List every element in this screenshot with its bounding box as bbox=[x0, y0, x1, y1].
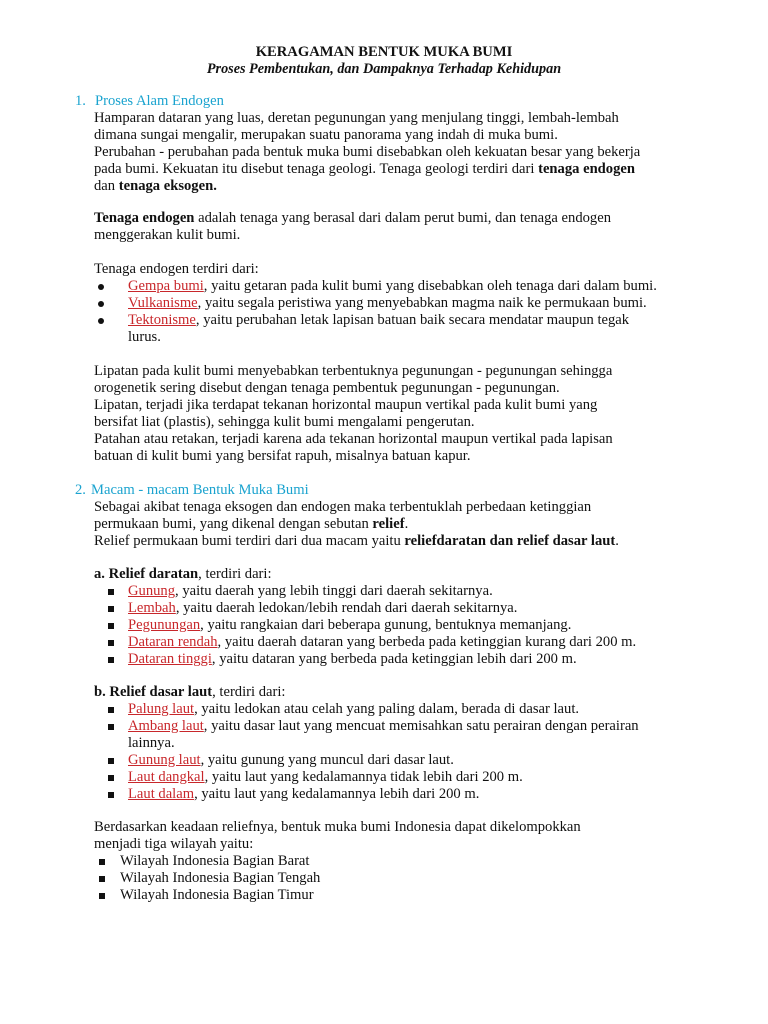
endogen-list-intro: Tenaga endogen terdiri dari: bbox=[94, 261, 259, 277]
text-line bbox=[94, 178, 694, 195]
term-description: , yaitu laut yang kedalamannya lebih dari 200 m. bbox=[194, 786, 480, 802]
term-link[interactable]: Vulkanisme bbox=[128, 295, 198, 311]
list-item bbox=[104, 583, 704, 600]
list-item bbox=[104, 634, 704, 651]
section-1-intro-paragraph bbox=[94, 110, 694, 195]
list-item bbox=[104, 701, 704, 718]
bullet-square-icon bbox=[99, 859, 105, 865]
term-link[interactable]: Ambang laut bbox=[128, 718, 204, 734]
text-line bbox=[94, 516, 694, 533]
bullet-square-icon bbox=[108, 589, 114, 595]
document-title: KERAGAMAN BENTUK MUKA BUMI bbox=[255, 44, 513, 60]
bullet-dot-icon bbox=[98, 284, 104, 290]
text-line: Sebagai akibat tenaga eksogen dan endogen maka terbentuklah perbedaan ketinggian bbox=[94, 499, 592, 515]
relief-daratan-list bbox=[104, 583, 704, 668]
list-item bbox=[94, 870, 694, 887]
term-description: , yaitu dataran yang berbeda pada ketinggian lebih dari 200 m. bbox=[211, 651, 577, 667]
relief-daratan-label bbox=[94, 566, 272, 583]
list-item bbox=[104, 769, 704, 786]
bullet-square-icon bbox=[108, 623, 114, 629]
text-line: Berdasarkan keadaan reliefnya, bentuk muka bumi Indonesia dapat dikelompokkan bbox=[94, 819, 581, 835]
term-link[interactable]: Lembah bbox=[128, 600, 176, 616]
term-description: , yaitu daerah ledokan/lebih rendah dari daerah sekitarnya. bbox=[175, 600, 518, 616]
term-description-continued: lainnya. bbox=[128, 735, 175, 751]
term-link[interactable]: Tektonisme bbox=[128, 312, 196, 328]
term-link[interactable]: Palung laut bbox=[128, 701, 195, 717]
bold-term: relief bbox=[372, 516, 405, 532]
section-1-title: Proses Alam Endogen bbox=[95, 93, 224, 109]
bullet-square-icon bbox=[108, 640, 114, 646]
text-span: permukaan bumi, yang dikenal dengan sebutan bbox=[94, 516, 373, 532]
text-line: dimana sungai mengalir, merupakan suatu panorama yang indah di muka bumi. bbox=[94, 127, 558, 143]
region-name: Wilayah Indonesia Bagian Tengah bbox=[120, 870, 321, 886]
text-span: dan bbox=[94, 178, 119, 194]
lipatan-patahan-paragraph bbox=[94, 363, 694, 465]
text-span: Relief permukaan bumi terdiri dari dua macam yaitu bbox=[94, 533, 405, 549]
text-line bbox=[94, 161, 694, 178]
list-item bbox=[104, 718, 704, 752]
text-line: Hamparan dataran yang luas, deretan pegunungan yang menjulang tinggi, lembah-lembah bbox=[94, 110, 619, 126]
term-link[interactable]: Pegunungan bbox=[128, 617, 201, 633]
bullet-square-icon bbox=[108, 724, 114, 730]
text-line: orogenetik sering disebut dengan tenaga pembentuk pegunungan - pegunungan. bbox=[94, 380, 560, 396]
text-line: menggerakan kulit bumi. bbox=[94, 227, 241, 243]
text-span: . bbox=[615, 533, 619, 549]
term-link[interactable]: Dataran rendah bbox=[128, 634, 218, 650]
section-1-heading bbox=[75, 93, 224, 110]
list-item bbox=[94, 312, 694, 346]
term-link[interactable]: Gunung laut bbox=[128, 752, 201, 768]
term-description: , yaitu daerah yang lebih tinggi dari daerah sekitarnya. bbox=[175, 583, 493, 599]
list-item bbox=[104, 600, 704, 617]
term-link[interactable]: Gempa bumi bbox=[128, 278, 204, 294]
term-description: , yaitu ledokan atau celah yang paling dalam, berada di dasar laut. bbox=[194, 701, 580, 717]
text-span: , terdiri dari: bbox=[198, 566, 272, 582]
text-line bbox=[94, 210, 694, 227]
list-item bbox=[104, 786, 704, 803]
bold-term: tenaga eksogen. bbox=[118, 178, 217, 194]
list-item bbox=[104, 617, 704, 634]
text-line: Patahan atau retakan, terjadi karena ada tekanan horizontal maupun vertikal pada lapisan bbox=[94, 431, 613, 447]
section-2-intro-paragraph bbox=[94, 499, 694, 550]
bold-term: tenaga endogen bbox=[538, 161, 635, 177]
text-line: batuan di kulit bumi yang bersifat rapuh, misalnya batuan kapur. bbox=[94, 448, 471, 464]
region-name: Wilayah Indonesia Bagian Barat bbox=[120, 853, 310, 869]
indonesia-relief-paragraph bbox=[94, 819, 694, 853]
section-1-number: 1. bbox=[75, 93, 86, 109]
text-line: Perubahan - perubahan pada bentuk muka bumi disebabkan oleh kekuatan besar yang bekerja bbox=[94, 144, 641, 160]
term-link[interactable]: Dataran tinggi bbox=[128, 651, 212, 667]
endogen-list bbox=[94, 278, 694, 346]
document-subtitle: Proses Pembentukan, dan Dampaknya Terhadap Kehidupan bbox=[206, 61, 562, 77]
list-item bbox=[94, 295, 694, 312]
relief-dasar-laut-list bbox=[104, 701, 704, 803]
list-item bbox=[104, 651, 704, 668]
term-description-continued: lurus. bbox=[128, 329, 161, 345]
bold-term: a. Relief daratan bbox=[94, 566, 199, 582]
endogen-definition-paragraph bbox=[94, 210, 694, 244]
section-2-heading bbox=[75, 482, 309, 499]
list-item bbox=[104, 752, 704, 769]
term-description: , yaitu dasar laut yang mencuat memisahkan satu perairan dengan perairan bbox=[203, 718, 639, 734]
term-description: , yaitu daerah dataran yang berbeda pada ketinggian kurang dari 200 m. bbox=[217, 634, 637, 650]
section-2-title: Macam - macam Bentuk Muka Bumi bbox=[91, 482, 309, 498]
bullet-square-icon bbox=[99, 893, 105, 899]
text-span: pada bumi. Kekuatan itu disebut tenaga geologi. Tenaga geologi terdiri dari bbox=[94, 161, 539, 177]
region-name: Wilayah Indonesia Bagian Timur bbox=[120, 887, 314, 903]
bullet-square-icon bbox=[99, 876, 105, 882]
text-line bbox=[94, 533, 694, 550]
text-line: menjadi tiga wilayah yaitu: bbox=[94, 836, 254, 852]
term-link[interactable]: Gunung bbox=[128, 583, 176, 599]
list-item bbox=[94, 853, 694, 870]
term-description: , yaitu rangkaian dari beberapa gunung, bentuknya memanjang. bbox=[200, 617, 572, 633]
section-2-number: 2. bbox=[75, 482, 86, 498]
text-span: adalah tenaga yang berasal dari dalam perut bumi, dan tenaga endogen bbox=[194, 210, 611, 226]
text-span: , terdiri dari: bbox=[212, 684, 286, 700]
term-description: , yaitu segala peristiwa yang menyebabkan magma naik ke permukaan bumi. bbox=[197, 295, 647, 311]
term-description: , yaitu getaran pada kulit bumi yang disebabkan oleh tenaga dari dalam bumi. bbox=[203, 278, 657, 294]
list-item bbox=[94, 887, 694, 904]
bold-term: b. Relief dasar laut bbox=[94, 684, 213, 700]
bullet-square-icon bbox=[108, 707, 114, 713]
bold-term: reliefdaratan dan relief dasar laut bbox=[404, 533, 616, 549]
bullet-square-icon bbox=[108, 606, 114, 612]
bullet-square-icon bbox=[108, 657, 114, 663]
term-description: , yaitu gunung yang muncul dari dasar laut. bbox=[200, 752, 454, 768]
list-item bbox=[94, 278, 694, 295]
term-description: , yaitu laut yang kedalamannya tidak lebih dari 200 m. bbox=[204, 769, 523, 785]
term-link[interactable]: Laut dalam bbox=[128, 786, 195, 802]
text-line: Lipatan pada kulit bumi menyebabkan terbentuknya pegunungan - pegunungan sehingga bbox=[94, 363, 613, 379]
bullet-square-icon bbox=[108, 775, 114, 781]
bullet-dot-icon bbox=[98, 301, 104, 307]
bullet-dot-icon bbox=[98, 318, 104, 324]
bullet-square-icon bbox=[108, 758, 114, 764]
relief-dasar-laut-label bbox=[94, 684, 285, 701]
text-line: Lipatan, terjadi jika terdapat tekanan horizontal maupun vertikal pada kulit bumi yang bbox=[94, 397, 598, 413]
term-link[interactable]: Laut dangkal bbox=[128, 769, 205, 785]
bold-term: Tenaga endogen bbox=[94, 210, 195, 226]
term-description: , yaitu perubahan letak lapisan batuan baik secara mendatar maupun tegak bbox=[195, 312, 630, 328]
region-list bbox=[94, 853, 694, 904]
bullet-square-icon bbox=[108, 792, 114, 798]
text-span: . bbox=[404, 516, 409, 532]
text-line: bersifat liat (plastis), sehingga kulit bumi mengalami pengerutan. bbox=[94, 414, 475, 430]
